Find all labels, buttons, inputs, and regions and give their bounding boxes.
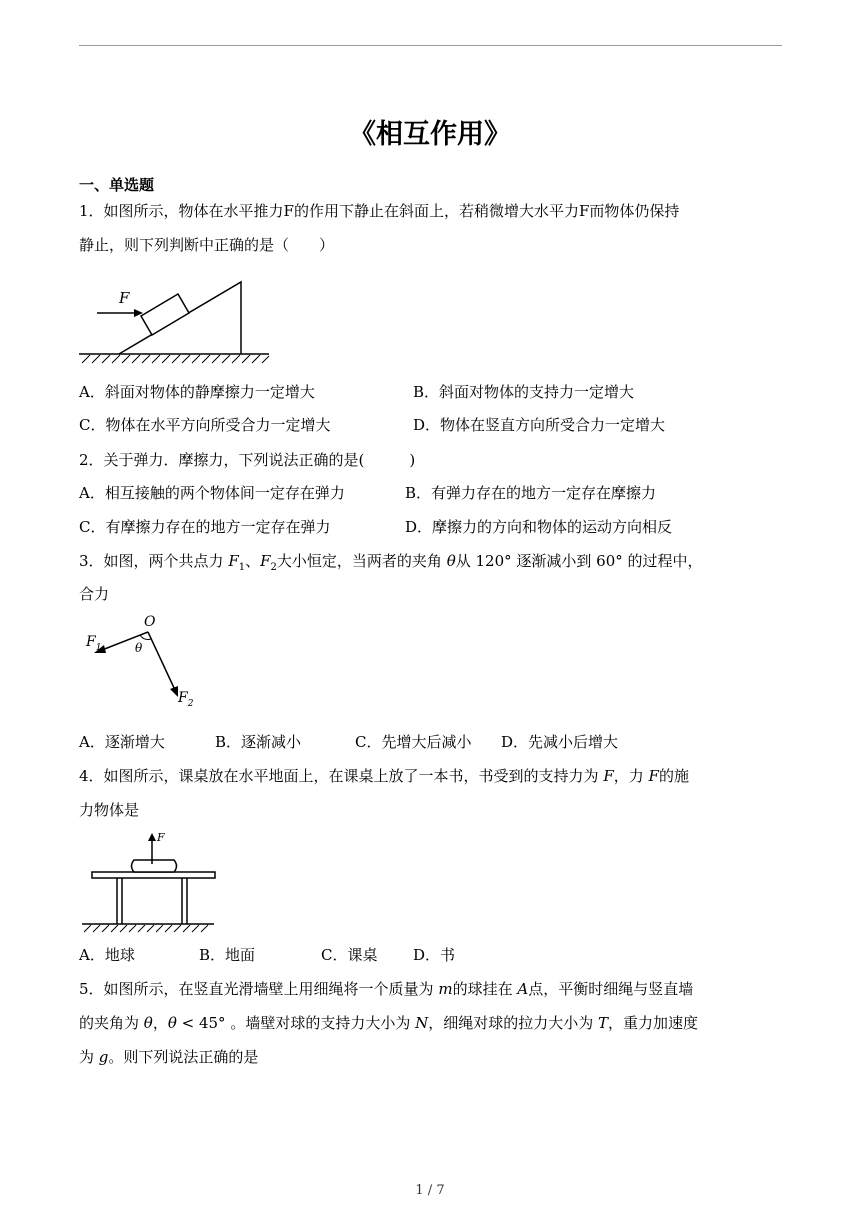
q3-forces-figure [82,610,202,720]
q4-option-b[interactable]: B．地面 [199,946,256,964]
q4-text-line1: 4．如图所示，课桌放在水平地面上，在课桌上放了一本书，书受到的支持力为 F，力 F的施 [79,767,689,785]
q4-text-line2: 力物体是 [79,801,140,819]
q4-option-d[interactable]: D．书 [413,946,456,964]
q1-text-line2: 静止，则下列判断中正确的是（ ） [79,236,335,254]
q1-option-b[interactable]: B．斜面对物体的支持力一定增大 [413,383,635,401]
q3-f2-label: $F_2$ [178,690,194,709]
section-heading: 一、单选题 [79,176,155,194]
header-rule [79,45,782,46]
q3-option-c[interactable]: C．先增大后减小 [355,733,472,751]
q2-text: 2．关于弹力．摩擦力，下列说法正确的是( ) [79,451,416,469]
q5-text-line1: 5．如图所示，在竖直光滑墙壁上用细绳将一个质量为 m的球挂在 A点，平衡时细绳与竖直墙 [79,980,694,998]
q2-option-c[interactable]: C．有摩擦力存在的地方一定存在弹力 [79,518,331,536]
q1-option-a[interactable]: A．斜面对物体的静摩擦力一定增大 [79,383,315,401]
q2-option-d[interactable]: D．摩擦力的方向和物体的运动方向相反 [405,518,673,536]
page-number: 1 / 7 [415,1183,445,1198]
q4-option-a[interactable]: A．地球 [79,946,135,964]
q2-option-a[interactable]: A．相互接触的两个物体间一定存在弹力 [79,484,345,502]
q3-text-line2: 合力 [79,585,110,603]
page-title: 《相互作用》 [349,119,511,150]
q3-origin-label: O [144,614,156,630]
q3-option-a[interactable]: A．逐渐增大 [79,733,165,751]
q4-force-label: F [157,831,165,844]
q3-option-d[interactable]: D．先减小后增大 [501,733,619,751]
q3-angle-label: θ [135,641,143,655]
q3-text-line1: 3．如图，两个共点力 $F_1$、$F_2$大小恒定，当两者的夹角 θ从 120° 逐渐减小到 60° 的过程中， [79,552,703,573]
q5-text-line2: 的夹角为 θ，θ < 45° 。墙壁对球的支持力大小为 N，细绳对球的拉力大小为 T，重力加速度 [79,1014,699,1032]
q3-option-b[interactable]: B．逐渐减小 [215,733,302,751]
q1-force-label: F [119,289,130,307]
q1-option-c[interactable]: C．物体在水平方向所受合力一定增大 [79,416,331,434]
q3-f1-label: $F_1$ [86,634,102,653]
q5-text-line3: 为 g。则下列说法正确的是 [79,1048,259,1066]
q1-option-d[interactable]: D．物体在竖直方向所受合力一定增大 [413,416,666,434]
q1-text-line1: 1．如图所示，物体在水平推力F的作用下静止在斜面上，若稍微增大水平力F而物体仍保持 [79,202,680,220]
q1-incline-figure [79,278,271,368]
q4-desk-figure [82,826,222,936]
q2-option-b[interactable]: B．有弹力存在的地方一定存在摩擦力 [405,484,657,502]
q4-option-c[interactable]: C．课桌 [321,946,378,964]
